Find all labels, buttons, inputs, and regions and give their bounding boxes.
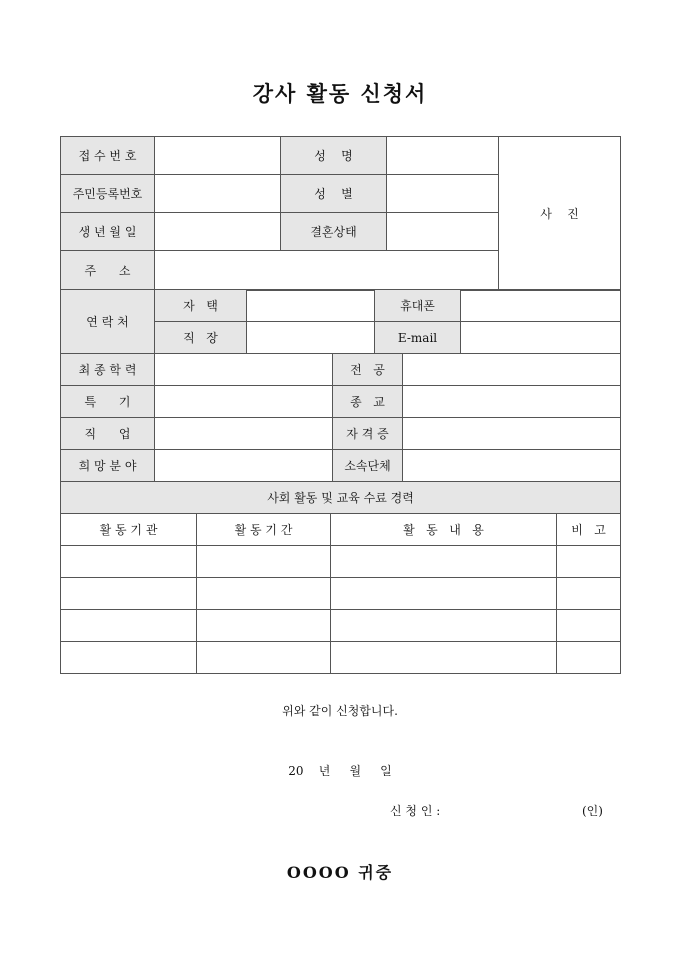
major-field[interactable] — [403, 354, 621, 386]
table-row — [61, 610, 621, 642]
col-content: 활 동 내 용 — [331, 514, 557, 546]
statement-text: 위와 같이 신청합니다. — [282, 704, 398, 718]
personal-info-table — [60, 136, 621, 291]
history-cell[interactable] — [197, 610, 331, 642]
history-cell[interactable] — [557, 578, 621, 610]
contact-table — [60, 289, 621, 354]
email-field[interactable] — [461, 322, 621, 354]
marital-status-label: 결혼상태 — [281, 213, 387, 251]
content-input[interactable] — [331, 642, 556, 673]
content-input[interactable] — [331, 578, 556, 609]
col-period: 활 동 기 간 — [197, 514, 331, 546]
name-field[interactable] — [387, 137, 499, 175]
group-input[interactable] — [403, 450, 620, 481]
birth-date-label: 생 년 월 일 — [61, 213, 155, 251]
major-label: 전 공 — [333, 354, 403, 386]
history-section-title: 사회 활동 및 교육 수료 경력 — [61, 482, 621, 514]
specialty-field[interactable] — [155, 386, 333, 418]
license-label: 자 격 증 — [333, 418, 403, 450]
gender-input[interactable] — [387, 175, 498, 212]
period-input[interactable] — [197, 578, 330, 609]
history-cell[interactable] — [331, 642, 557, 674]
education-field[interactable] — [155, 354, 333, 386]
mobile-field[interactable] — [461, 290, 621, 322]
desired-field-field[interactable] — [155, 450, 333, 482]
page-title: 강사 활동 신청서 — [252, 81, 428, 106]
marital-status-input[interactable] — [387, 213, 498, 250]
history-cell[interactable] — [61, 546, 197, 578]
history-cell[interactable] — [331, 578, 557, 610]
resident-number-label: 주민등록번호 — [61, 175, 155, 213]
organization-input[interactable] — [61, 642, 196, 673]
gender-field[interactable] — [387, 175, 499, 213]
mobile-input[interactable] — [461, 290, 620, 321]
history-cell[interactable] — [197, 578, 331, 610]
religion-label: 종 교 — [333, 386, 403, 418]
history-cell[interactable] — [197, 546, 331, 578]
applicant-name-field[interactable] — [468, 800, 568, 816]
address-field[interactable] — [155, 251, 499, 291]
history-table — [60, 481, 621, 674]
table-row — [61, 546, 621, 578]
religion-field[interactable] — [403, 386, 621, 418]
period-input[interactable] — [197, 642, 330, 673]
applicant-label: 신 청 인 : — [390, 804, 441, 818]
desired-field-label: 희 망 분 야 — [61, 450, 155, 482]
education-table — [60, 353, 621, 482]
birth-date-input[interactable] — [155, 213, 280, 250]
address-label: 주 소 — [61, 251, 155, 291]
table-row — [61, 642, 621, 674]
receipt-number-field[interactable] — [155, 137, 281, 175]
work-phone-field[interactable] — [247, 322, 375, 354]
marital-status-field[interactable] — [387, 213, 499, 251]
work-phone-label: 직 장 — [155, 322, 247, 354]
history-cell[interactable] — [331, 546, 557, 578]
home-phone-input[interactable] — [247, 290, 374, 321]
education-label: 최 종 학 력 — [61, 354, 155, 386]
history-cell[interactable] — [557, 642, 621, 674]
period-input[interactable] — [197, 546, 330, 577]
license-input[interactable] — [403, 418, 620, 449]
education-input[interactable] — [155, 354, 332, 385]
resident-number-field[interactable] — [155, 175, 281, 213]
period-input[interactable] — [197, 610, 330, 641]
remarks-input[interactable] — [557, 546, 620, 577]
remarks-input[interactable] — [557, 578, 620, 609]
address-input[interactable] — [155, 251, 498, 290]
history-cell[interactable] — [331, 610, 557, 642]
receipt-number-label: 접 수 번 호 — [61, 137, 155, 175]
history-cell[interactable] — [61, 610, 197, 642]
email-label: E-mail — [375, 322, 461, 354]
history-cell[interactable] — [61, 642, 197, 674]
mobile-label: 휴대폰 — [375, 290, 461, 322]
table-row — [61, 578, 621, 610]
job-input[interactable] — [155, 418, 332, 449]
resident-number-input[interactable] — [155, 175, 280, 212]
major-input[interactable] — [403, 354, 620, 385]
gender-label: 성 별 — [281, 175, 387, 213]
email-input[interactable] — [461, 322, 620, 353]
recipient-line: OOOO 귀중 — [286, 863, 394, 882]
date-line: 20 년 월 일 — [288, 764, 392, 778]
home-phone-field[interactable] — [247, 290, 375, 322]
history-cell[interactable] — [557, 610, 621, 642]
history-cell[interactable] — [557, 546, 621, 578]
remarks-input[interactable] — [557, 610, 620, 641]
specialty-input[interactable] — [155, 386, 332, 417]
group-field[interactable] — [403, 450, 621, 482]
organization-input[interactable] — [61, 610, 196, 641]
col-remarks: 비 고 — [557, 514, 621, 546]
work-phone-input[interactable] — [247, 322, 374, 353]
group-label: 소속단체 — [333, 450, 403, 482]
content-input[interactable] — [331, 610, 556, 641]
photo-box[interactable]: 사 진 — [499, 137, 621, 291]
seal-mark: (인) — [582, 804, 603, 818]
organization-input[interactable] — [61, 546, 196, 577]
job-field[interactable] — [155, 418, 333, 450]
desired-field-input[interactable] — [155, 450, 332, 481]
name-label: 성 명 — [281, 137, 387, 175]
contact-label: 연 락 처 — [61, 290, 155, 354]
license-field[interactable] — [403, 418, 621, 450]
remarks-input[interactable] — [557, 642, 620, 673]
history-cell[interactable] — [61, 578, 197, 610]
home-phone-label: 자 택 — [155, 290, 247, 322]
history-cell[interactable] — [197, 642, 331, 674]
col-organization: 활 동 기 관 — [61, 514, 197, 546]
specialty-label: 특 기 — [61, 386, 155, 418]
job-label: 직 업 — [61, 418, 155, 450]
birth-date-field[interactable] — [155, 213, 281, 251]
religion-input[interactable] — [403, 386, 620, 417]
name-input[interactable] — [387, 137, 498, 174]
receipt-number-input[interactable] — [155, 137, 280, 174]
organization-input[interactable] — [61, 578, 196, 609]
content-input[interactable] — [331, 546, 556, 577]
